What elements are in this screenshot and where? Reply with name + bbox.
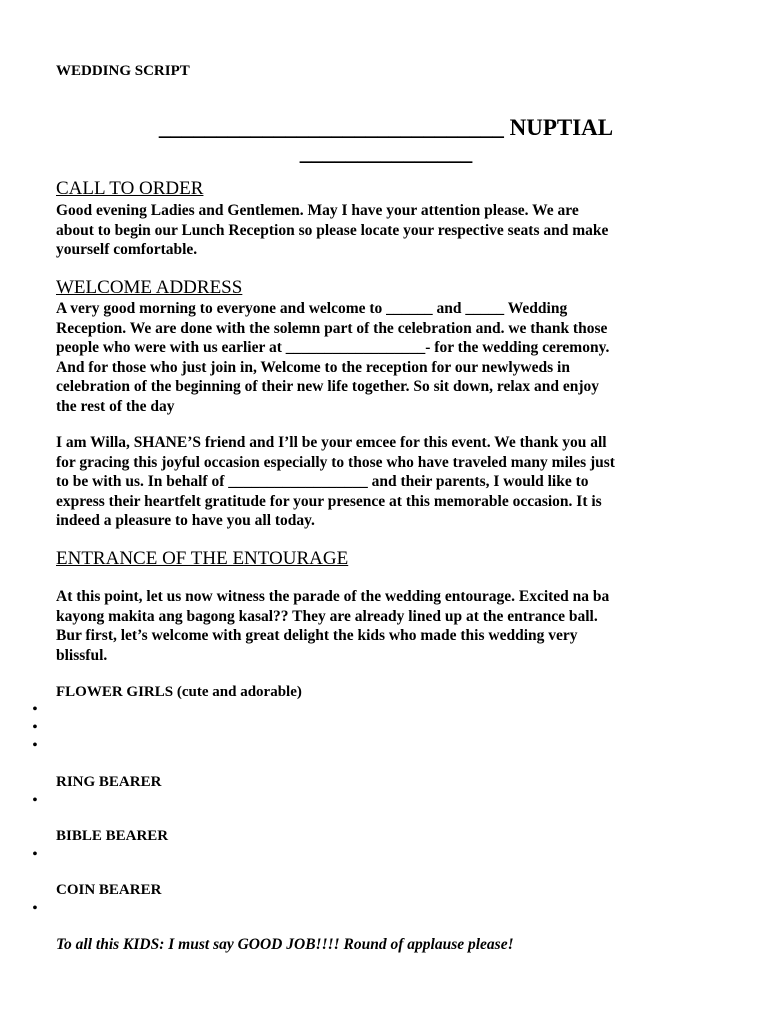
ring-bearer-label: RING BEARER bbox=[56, 774, 162, 790]
bible-bearer-bullet: • bbox=[32, 847, 38, 862]
call-to-order-heading: CALL TO ORDER bbox=[56, 178, 204, 199]
entourage-heading: ENTRANCE OF THE ENTOURAGE bbox=[56, 548, 349, 569]
title-line-2: _______________ bbox=[299, 140, 473, 165]
closing-line: To all this KIDS: I must say GOOD JOB!!!! Round of applause please! bbox=[56, 936, 514, 953]
document-label: WEDDING SCRIPT bbox=[56, 63, 190, 79]
coin-bearer-bullet: • bbox=[32, 901, 38, 916]
flower-girl-bullet-2: • bbox=[32, 720, 38, 735]
welcome-address-heading: WELCOME ADDRESS bbox=[56, 277, 243, 298]
welcome-paragraph-1: A very good morning to everyone and welcome to ______ and _____ Wedding Reception. We are done with the solemn part of the celebration and. we thank those people who were with us earlier at __________________- for the wedding ceremony. And for those who just join in, Welcome to the reception for our newlyweds in celebration of the beginning of their new life together. So sit down, relax and enjoy the rest of the day bbox=[56, 300, 610, 415]
bible-bearer-label: BIBLE BEARER bbox=[56, 828, 169, 844]
flower-girl-bullet-3: • bbox=[32, 738, 38, 753]
flower-girls-label: FLOWER GIRLS (cute and adorable) bbox=[56, 684, 302, 700]
welcome-paragraph-2: I am Willa, SHANE’S friend and I’ll be your emcee for this event. We thank you all for gracing this joyful occasion especially to those who have traveled many miles just to be with us. In behalf of __________________ and their parents, I would like to express their heartfelt gratitude for your presence at this memorable occasion. It is indeed a pleasure to have you all today. bbox=[56, 434, 615, 530]
call-to-order-text: Good evening Ladies and Gentlemen. May I have your attention please. We are about to begin our Lunch Reception so please locate your respective seats and make yourself comfortable. bbox=[56, 202, 609, 259]
flower-girl-bullet-1: • bbox=[32, 702, 38, 717]
title-line-1: ______________________________ NUPTIAL bbox=[158, 115, 614, 140]
ring-bearer-bullet: • bbox=[32, 793, 38, 808]
entourage-text: At this point, let us now witness the parade of the wedding entourage. Excited na ba kayong makita ang bagong kasal?? They are already lined up at the entrance ball. Bur first, let’s welcome with great delight the kids who made this wedding very blissful. bbox=[56, 588, 610, 664]
coin-bearer-label: COIN BEARER bbox=[56, 882, 162, 898]
